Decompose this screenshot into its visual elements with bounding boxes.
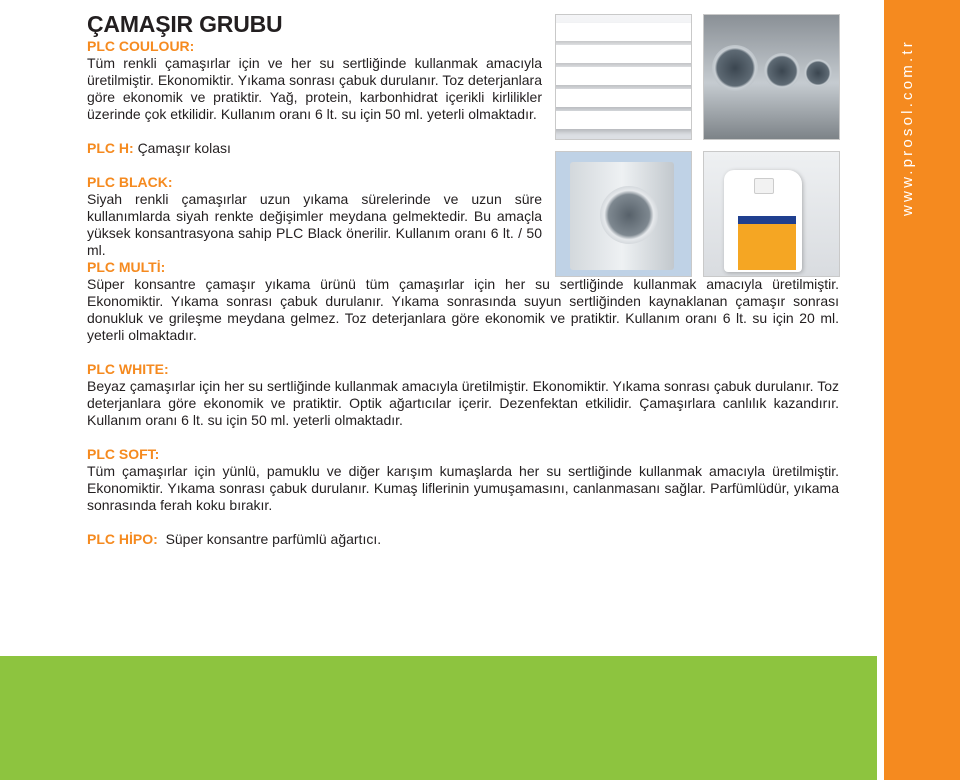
section-text-multi: Süper konsantre çamaşır yıkama ürünü tüm çamaşırlar için her su sertliğinde kullanmak amacıyla üretilmiştir. Ekonomiktir. Yıkama sonrası çabuk durulanır. Yıkama sonrasında suyun sertliğinden kaynaklanan çamaşır sonrası donukluk ve grileşme meydana gelmez. Toz deterjanlara göre ekonomik ve pratiktir. Kullanım oranı 6 lt. su için 20 ml. yeterli olmaktadır. bbox=[87, 276, 839, 343]
section-label-h: PLC H: bbox=[87, 140, 134, 156]
section-text-colour: Tüm renkli çamaşırlar için ve her su sertliğinde kullanmak amacıyla üretilmiştir. Ekonomiktir. Yıkama sonrası çabuk durulanır. Toz deterjanlara göre ekonomik ve pratiktir. Yağ, protein, karbonhidrat içerikli kirlilikler üzerinde çok etkilidir. Kullanım oranı 6 lt. su için 50 ml. yeterli olmaktadır. bbox=[87, 55, 542, 122]
section-white bbox=[87, 361, 839, 429]
section-label-multi: PLC MULTİ: bbox=[87, 259, 166, 275]
section-text-black: Siyah renkli çamaşırlar uzun yıkama sürelerinde ve uzun süre kullanımlarda siyah renkte değişimler meydana gelmektedir. Bu amaçla yüksek konsantrasyona sahip PLC Black önerilir. Kullanım oranı 6 lt. / 50 ml. bbox=[87, 191, 542, 258]
section-label-white: PLC WHITE: bbox=[87, 361, 169, 377]
section-text-h: Çamaşır kolası bbox=[137, 140, 231, 156]
main-content bbox=[87, 10, 839, 548]
section-hipo bbox=[87, 531, 839, 548]
page-title: ÇAMAŞIR GRUBU bbox=[87, 11, 283, 37]
section-colour bbox=[87, 38, 542, 123]
section-h bbox=[87, 140, 542, 157]
green-footer-band bbox=[0, 656, 877, 780]
section-text-soft: Tüm çamaşırlar için yünlü, pamuklu ve diğer karışım kumaşlarda her su sertliğinde kullanmak amacıyla üretilmiştir. Ekonomiktir. Yıkama sonrası çabuk durulanır. Kumaş liflerinin yumuşamasını, canlanmasanı sağlar. Parfümlüdür, yıkama sonrasında ferah koku bırakır. bbox=[87, 463, 839, 513]
section-black bbox=[87, 174, 542, 259]
section-multi bbox=[87, 259, 839, 344]
orange-sidebar bbox=[884, 0, 960, 780]
section-label-hipo: PLC HİPO: bbox=[87, 531, 158, 547]
website-url[interactable]: www.prosol.com.tr bbox=[899, 39, 916, 216]
section-label-colour: PLC COULOUR: bbox=[87, 38, 195, 54]
section-label-black: PLC BLACK: bbox=[87, 174, 173, 190]
section-text-hipo: Süper konsantre parfümlü ağartıcı. bbox=[165, 531, 382, 547]
section-text-white: Beyaz çamaşırlar için her su sertliğinde kullanmak amacıyla üretilmiştir. Ekonomiktir. Yıkama sonrası çabuk durulanır. Toz deterjanlara göre ekonomik ve pratiktir. Optik ağartıcılar içerir. Dezenfektan etkilidir. Çamaşırlara canlılık kazandırır. Kullanım oranı 6 lt. su için 50 ml. yeterli olmaktadır. bbox=[87, 378, 839, 428]
section-label-soft: PLC SOFT: bbox=[87, 446, 160, 462]
section-soft bbox=[87, 446, 839, 514]
